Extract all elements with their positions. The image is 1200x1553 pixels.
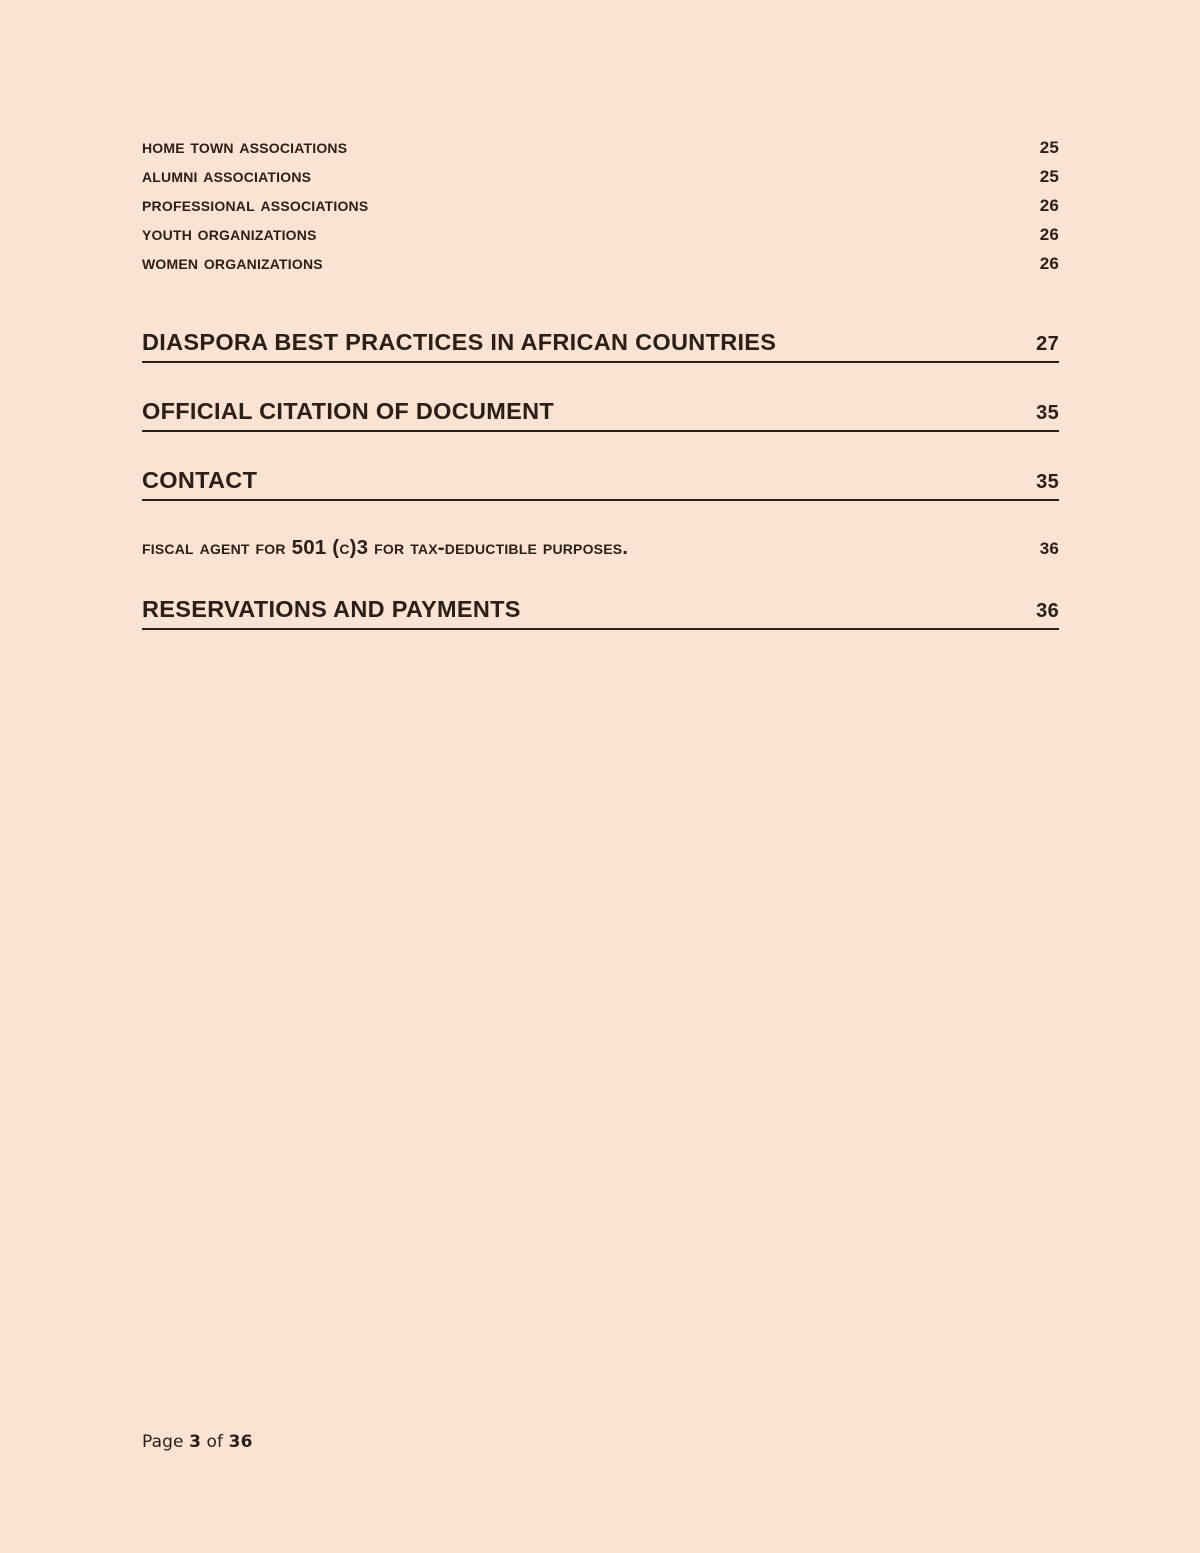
toc-entry-women-organizations[interactable]: [142, 252, 1059, 281]
toc-entry-page: 26: [1039, 196, 1059, 215]
toc-entry-contact[interactable]: [142, 467, 1059, 501]
toc-entry-title: fiscal agent for 501 (c)3 for tax-deductible purposes.: [142, 536, 629, 559]
spacer: [142, 432, 1059, 467]
toc-entry-page: 36: [1036, 600, 1059, 622]
page-footer: [142, 1432, 253, 1452]
toc-entry-professional-associations[interactable]: [142, 194, 1059, 223]
toc-entry-page: 36: [1039, 539, 1059, 558]
toc-entry-title: DIASPORA BEST PRACTICES IN AFRICAN COUNTRIES: [142, 329, 777, 355]
toc-entry-page: 26: [1039, 225, 1059, 244]
toc-entry-title: OFFICIAL CITATION OF DOCUMENT: [142, 398, 555, 424]
footer-current-page: 3: [189, 1432, 202, 1452]
footer-prefix: Page: [142, 1432, 184, 1452]
toc-entry-reservations-and-payments[interactable]: [142, 596, 1059, 630]
toc-entry-title: CONTACT: [142, 467, 258, 493]
toc-entry-title: RESERVATIONS AND PAYMENTS: [142, 596, 521, 622]
toc-entry-youth-organizations[interactable]: [142, 223, 1059, 252]
toc-entry-alumni-associations[interactable]: [142, 165, 1059, 194]
footer-separator: of: [206, 1432, 224, 1452]
toc-entry-page: 35: [1036, 402, 1059, 424]
toc-entry-title: home town associations: [142, 136, 348, 158]
toc-entry-fiscal-agent[interactable]: [142, 536, 1059, 566]
toc-entry-page: 27: [1036, 333, 1059, 355]
toc-entry-title: professional associations: [142, 194, 369, 216]
toc-entry-official-citation[interactable]: [142, 398, 1059, 432]
toc-entry-page: 25: [1039, 167, 1059, 186]
spacer: [142, 363, 1059, 398]
toc-entry-title: women organizations: [142, 252, 323, 274]
spacer: [142, 566, 1059, 596]
toc-entry-page: 35: [1036, 471, 1059, 493]
table-of-contents: [142, 136, 1059, 630]
toc-entry-diaspora-best-practices[interactable]: [142, 329, 1059, 363]
footer-total-pages: 36: [228, 1432, 253, 1452]
spacer: [142, 501, 1059, 536]
toc-entry-home-town-associations[interactable]: [142, 136, 1059, 165]
toc-entry-page: 25: [1039, 138, 1059, 157]
toc-entry-title: youth organizations: [142, 223, 317, 245]
spacer: [142, 281, 1059, 329]
toc-entry-title: alumni associations: [142, 165, 312, 187]
toc-entry-page: 26: [1039, 254, 1059, 273]
